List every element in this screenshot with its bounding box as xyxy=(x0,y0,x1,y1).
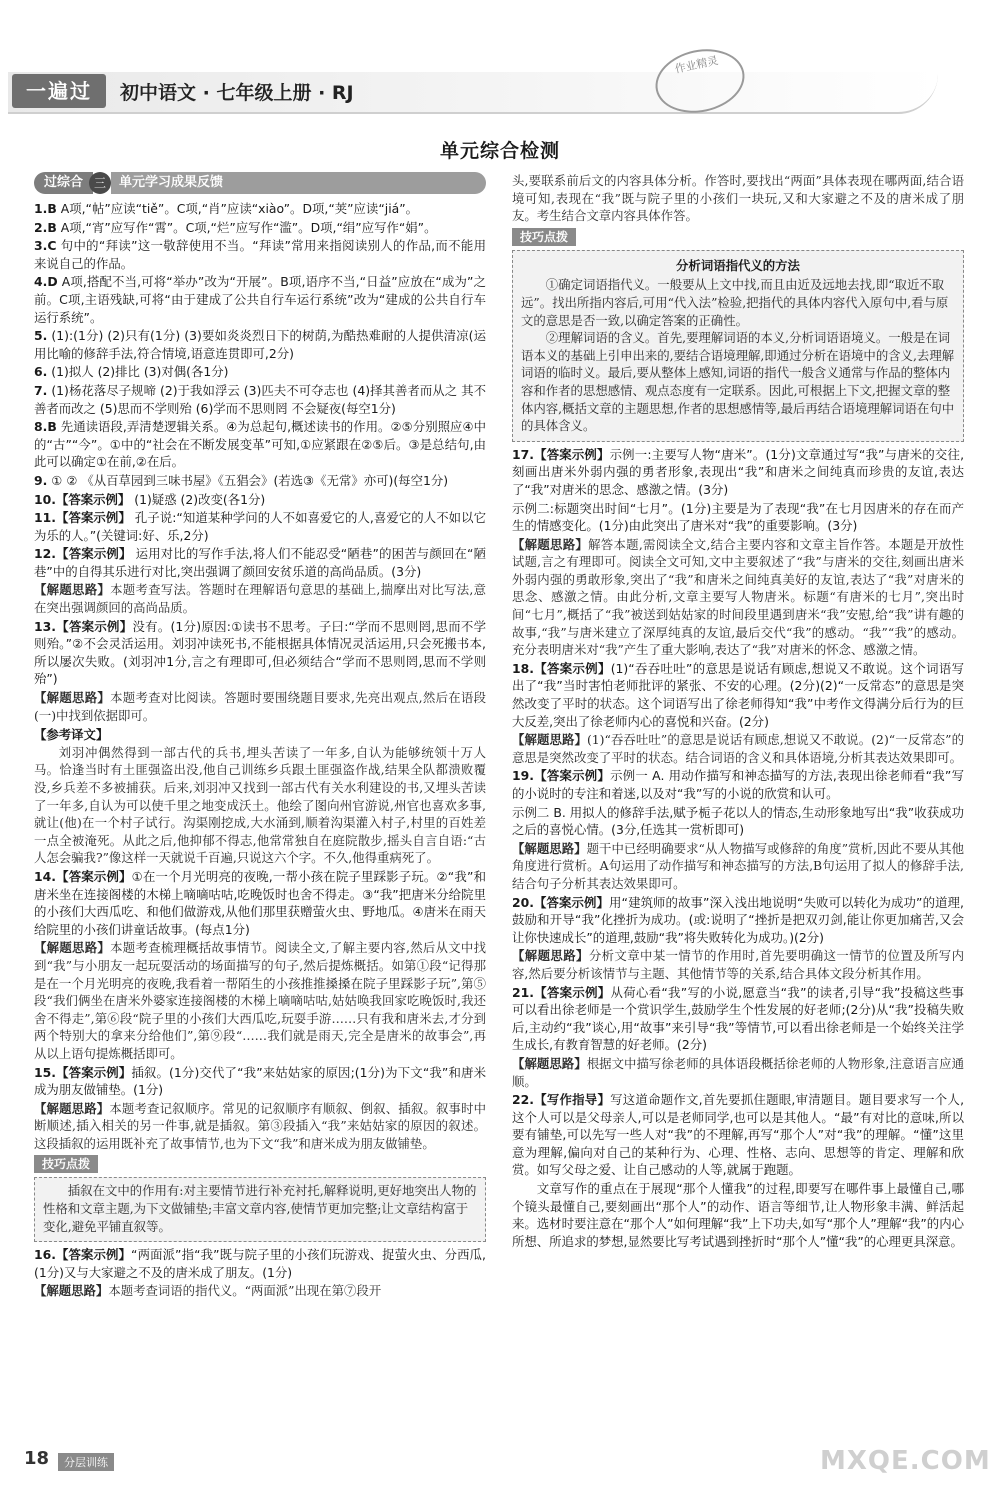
answer-text: (1)疑惑 (2)改变(各1分) xyxy=(134,491,266,507)
answer-item: 22.【写作指导】写这道命题作文,首先要抓住题眼,审清题目。题目要求写一个人,这个人可以是父母亲人,可以是老师同学,也可以是其他人。“最”有对比的意味,所以要有铺垫,可以先写一些人对“我”的不理解,再写“那个人”对“我”的理解。“懂”这里意为理解,偏向对自己的某种行为、心理、性格、志向、思想等的肯定、理解和欣赏。如写父母之爱、让自己感动的人等,就属于跑题。 xyxy=(512,1092,965,1178)
answer-item xyxy=(34,363,486,381)
answer-note: 【解题思路】本题考查对比阅读。答题时要围绕题目要求,先亮出观点,然后在语段(一)中找到依据即可。 xyxy=(34,690,486,723)
answer-item xyxy=(34,200,486,218)
answer-list xyxy=(34,200,486,580)
section-band xyxy=(34,172,486,194)
answer-number: 6. xyxy=(34,364,48,380)
answer-note: 【解题思路】解答本题,需阅读全文,结合主要内容和文章主旨作答。本题是开放性试题,言之有理即可。阅读全文可知,文中主要叙述了“我”与唐米的交往,刻画出唐米外弱内强的勇敢形象,突出了“我”和唐米之间纯真美好的友谊,表达了“我”对唐米的思念、感激之情。由此分析,文章主要写人物唐米。标题“有唐米的七月”,突出时间“七月”,概括了“我”被送到姑姑家的时间段里遇到唐米“我”安慰,给“我”讲有趣的故事,“我”与唐米建立了深厚纯真的友谊,最后交代“我”的感动。“我”“我”的感动。充分表明唐米对“我”产生了重大影响,表达了“我”对唐米的怀念、感激之情。 xyxy=(512,536,964,658)
tip-title: 分析词语指代义的方法 xyxy=(676,257,800,273)
answer-text: (1):(1分) (2)只有(1分) (3)要如炎炎烈日下的树荫,为酷热难耐的人提供清凉(运用比喻的修辞手法,符合情境,语意连贯即可,2分) xyxy=(34,328,486,361)
answer-item xyxy=(34,418,486,471)
book-title: 初中语文 · 七年级上册 · RJ xyxy=(120,82,354,104)
answer-item: 13.【答案示例】没有。(1分)原因:①读书不思考。子曰:“学而不思则罔,思而不学则殆。”②不会灵活运用。刘羽冲读死书,不能根据具体情况灵活运用,只会死搬书本,所以屡次失败。(刘羽冲1分,言之有理即可,但必须结合“学而不思则罔,思而不学则殆”) xyxy=(34,618,487,687)
answer-number: 10. xyxy=(34,491,56,507)
answer-text: ① ② 《从百草园到三味书屋》《五猖会》(若选③《无常》亦可)(每空1分) xyxy=(51,472,449,488)
series-logo: 一遍过 xyxy=(12,74,106,108)
answer-number: 9. xyxy=(34,472,48,488)
answer-text: 句中的“拜读”这一敬辞使用不当。“拜读”常用来指阅读别人的作品,而不能用来说自己的作品。 xyxy=(34,238,486,271)
answer-number: 12. xyxy=(34,546,56,562)
answer-text: (1)杨花落尽子规啼 (2)于我如浮云 (3)匹夫不可夺志也 (4)择其善者而从之 其不善者而改之 (5)思而不学则殆 (6)学而不思则罔 不会疑夜(每空1分) xyxy=(34,382,486,416)
tip-paragraph: ②理解词语的含义。首先,要理解词语的本义,分析词语语境义。一般是在词语本义的基础上引申出来的,要结合语境理解,即通过分析在语境中的含义,去理解词语的临时义。最后,要从整体上感知,词语的指代一般含义通常与作品的整体内容和作者的思想感情、观点态度有一定联系。因此,可根据上下文,把握文章的整体内容,概括文章的主题思想,作者的思想感情等,最后再结合语境理解词语在句中的具体含义。 xyxy=(521,330,955,434)
answer-text: 运用对比的写作手法,将人们不能忍受“陋巷”的困苦与颜回在“陋巷”中的自得其乐进行对比,突出强调了颜回安贫乐道的高尚品质。(3分) xyxy=(34,546,487,579)
answer-note: 【解题思路】(1)“吞吞吐吐”的意思是说话有顾虑,想说又不敢说。(2)“一反常态”的意思是突然改变了平时的状态。结合词语的含义和具体语境,分析其表达效果即可。 xyxy=(512,732,964,765)
answer-number: 11. xyxy=(34,510,56,526)
answer-item xyxy=(34,327,486,362)
page-footer xyxy=(10,1446,990,1476)
answer-note: 【解题思路】本题考查写法。答题时在理解语句意思的基础上,揣摩出对比写法,意在突出强调颜回的高尚品质。 xyxy=(34,582,486,616)
list-icon: 三 xyxy=(89,172,111,194)
answer-item-cont: 文章写作的重点在于展现“那个人懂我”的过程,即要写在哪件事上最懂自己,哪个镜头最懂自己,要刻画出“那个人”的动作、语言等细节,让人物形象丰满、鲜活起来。选材时要注意在“那个人”如何理解“我”上下功夫,如写“那个人”理解“我”的内心所想、所追求的梦想,显然要比写考试遇到挫折时“那个人”懂“我”的心理更具深意。 xyxy=(512,1181,964,1249)
answer-item xyxy=(34,545,486,580)
left-column xyxy=(34,172,486,1301)
translation-label: 【参考译文】 xyxy=(34,727,109,743)
answer-key: 【答案示例】 xyxy=(55,546,132,562)
answer-item xyxy=(34,509,486,544)
tip-box xyxy=(512,250,964,442)
answer-item: 14.【答案示例】①在一个月光明亮的夜晚,一帮小孩在院子里踩影子玩。②“我”和唐米坐在连接阁楼的木梯上嘀嘀咕咕,吃晚饭时也舍不得走。③“我”把唐米分给院里的小孩们大西瓜吃、和他们做游戏,从他们那里获赠萤火虫、野地瓜。④唐米在雨天给院里的小孩们讲童话故事。(每点1分) xyxy=(34,868,487,937)
answer-item: 16.【答案示例】“两面派”指“我”既与院子里的小孩们玩游戏、捉萤火虫、分西瓜,(1分)又与大家避之不及的唐米成了朋友。(1分) xyxy=(34,1247,486,1280)
answer-item-cont: 示例二:标题突出时间“七月”。(1分)主要是为了表现“我”在七月因唐米的存在而产生的情感变化。(1分)由此突出了唐米对“我”的重要影响。(3分) xyxy=(512,500,964,534)
answer-number: 8. xyxy=(34,419,48,435)
right-column xyxy=(512,172,964,1251)
answer-number: 5. xyxy=(34,328,48,344)
section-title: 单元综合检测 xyxy=(439,140,560,162)
answer-key: 【答案示例】 xyxy=(55,491,131,507)
answer-key: C xyxy=(47,238,57,254)
answer-text: A项,“宵”应写作“霄”。C项,“烂”应写作“滥”。D项,“绢”应写作“娟”。 xyxy=(60,219,437,235)
answer-text: (1)拟人 (2)排比 (3)对偶(各1分) xyxy=(51,364,229,380)
tip-box xyxy=(34,1177,486,1242)
answer-number: 3. xyxy=(34,238,48,254)
answer-item: 19.【答案示例】示例一 A. 用动作描写和神态描写的方法,表现出徐老师看“我”写的小说时的专注和着迷,以及对“我”写的小说的欣赏和认可。 xyxy=(512,768,964,801)
answer-item: 17.【答案示例】示例一:主要写人物“唐米”。(1分)文章通过写“我”与唐米的交往,刻画出唐米外弱内强的勇者形象,表现出“我”和唐米之间纯真而珍贵的友谊,表达了“我”对唐米的思念、感激之情。(3分) xyxy=(512,446,965,497)
answer-item: 21.【答案示例】从荷心看“我”写的小说,愿意当“我”的读者,引导“我”投稿这些事可以看出徐老师是一个赏识学生,鼓励学生个性发展的好老师;(2分)从“我”投稿失败后,主动约“我”谈心,用“故事”来引导“我”等情节,可以看出徐老师是一个始终关注学生成长,有教育智慧的好老师。(2分) xyxy=(512,984,964,1053)
footer-label: 分层训练 xyxy=(58,1453,114,1471)
translation-text: 刘羽冲偶然得到一部古代的兵书,埋头苦读了一年多,自认为能够统领十万人马。恰逢当时有土匪强盗出没,他自己训练乡兵跟土匪强盗作战,结果全队都溃败覆没,乡兵差不多被捕获。后来,刘羽冲又找到一部古代有关水利建设的书,又埋头苦读了一年多,自认为可以使千里之地变成沃土。他绘了图向州官游说,州官也喜欢多事,就让(他)在一个村子试行。沟渠刚挖成,大水涌到,顺着沟渠灌入村子,村里的百姓差一点全被淹死。从此之后,他抑郁不得志,他常常独自在庭院散步,摇头自言自语:“古人怎会骗我?”像这样一天就说千百遍,只说这六个字。不久,他得重病死了。 xyxy=(34,744,486,866)
answer-key: B xyxy=(47,419,57,435)
answer-item xyxy=(34,472,486,490)
answer-item xyxy=(34,273,486,326)
answer-key: D xyxy=(47,274,58,290)
stamp-watermark: 作业精灵 xyxy=(650,41,751,120)
answer-number: 2. xyxy=(34,219,48,235)
page-header xyxy=(0,53,1000,124)
tip-paragraph: ①确定词语指代义。一般要从上文中找,而且由近及远地去找,即“取近不取远”。找出所指内容后,可用“代入法”检验,把指代的具体内容代入原句中,看与原文的意思是否一致,以确定答案的正确性。 xyxy=(521,277,949,328)
answer-item xyxy=(34,219,486,237)
answer-text: A项,“帖”应读“tiě”。C项,“肖”应读“xiào”。D项,“荚”应读“jiá”。 xyxy=(60,201,419,216)
answer-note: 【解题思路】本题考查梳理概括故事情节。阅读全文,了解主要内容,然后从文中找到“我”与小朋友一起玩耍活动的场面描写的句子,然后提炼概括。如第①段“记得那是在一个月光明亮的夜晚,我看着一帮陌生的小孩推推搡搡在院子里踩影子玩”,第⑤段“我们俩坐在唐米外婆家连接阁楼的木梯上嘀嘀咕咕,姑姑唤我回家吃晚饭时,我还舍不得走”,第⑥段“院子里的小孩们大西瓜吃,玩耍手游……只有我和唐米去,才分到两个特别大的拿来分给他们”,第⑨段“……我们就是雨天,完全是唐米的故事会”,再从以上语句提炼概括即可。 xyxy=(34,940,486,1061)
answer-number: 1. xyxy=(34,201,48,216)
answer-item xyxy=(34,237,486,272)
answer-number: 7. xyxy=(34,382,48,398)
tip-label: 技巧点拨 xyxy=(512,228,576,246)
answer-text: 先通读语段,弄清楚逻辑关系。④为总起句,概述读书的作用。②⑤分别照应④中的“古”“今”。①中的“社会在不断发展变革”可知,①应紧跟在②⑤后。③是总结句,由此可以确定①在前,②在后。 xyxy=(34,419,486,470)
answer-note: 【解题思路】根据文中描写徐老师的具体语段概括徐老师的人物形象,注意语言应通顺。 xyxy=(512,1055,964,1089)
page-number: 18 xyxy=(24,1448,50,1469)
answer-item xyxy=(34,491,486,509)
answer-key: B xyxy=(47,201,57,216)
answer-text: 孔子说:“知道某种学问的人不如喜爱它的人,喜爱它的人不如以它为乐的人。”(关键词:好、乐,2分) xyxy=(34,510,486,543)
answer-item: 20.【答案示例】用“建筑师的故事”深入浅出地说明“失败可以转化为成功”的道理,鼓励和开导“我”化挫折为成功。(或:说明了“挫折是把双刃剑,能让你更加痛苦,又会让你快速成长”的道理,鼓励“我”将失败转化为成功。)(2分) xyxy=(512,894,964,945)
answer-note-cont: 头,要联系前后文的内容具体分析。作答时,要找出“两面”具体表现在哪两面,结合语境可知,表现在“我”既与院子里的小孩们一块玩,又和大家避之不及的唐米成了朋友。考生结合文章内容具体作答。 xyxy=(512,173,964,224)
band-subtitle: 单元学习成果反馈 xyxy=(111,172,486,194)
answer-note: 【解题思路】分析文章中某一情节的作用时,首先要明确这一情节的位置及所写内容,然后要分析该情节与主题、其他情节等的关系,结合具体文段分析其作用。 xyxy=(512,948,964,981)
answer-note: 【解题思路】本题考查记叙顺序。常见的记叙顺序有顺叙、倒叙、插叙。叙事时中断顺述,插入相关的另一件事,就是插叙。第③段插入“我”来姑姑家的原因的叙述。这段插叙的运用既补充了故事情节,也为下文“我”和唐米成为朋友做铺垫。 xyxy=(34,1100,487,1151)
answer-key: B xyxy=(47,219,57,235)
band-label: 过综合 xyxy=(34,172,93,194)
site-watermark: MXQE.COM xyxy=(820,1446,991,1476)
answer-item-cont: 示例二 B. 用拟人的修辞手法,赋予栀子花以人的情态,生动形象地写出“我”收获成功之后的喜悦心情。(3分,任选其一赏析即可) xyxy=(512,804,964,838)
answer-number: 4. xyxy=(34,274,48,290)
answer-note: 【解题思路】本题考查词语的指代义。“两面派”出现在第⑦段开 xyxy=(34,1283,382,1299)
answer-key: 【答案示例】 xyxy=(55,510,131,526)
answer-item: 15.【答案示例】插叙。(1分)交代了“我”来姑姑家的原因;(1分)为下文“我”和唐米成为朋友做铺垫。(1分) xyxy=(34,1064,486,1098)
answer-item: 18.【答案示例】(1)“吞吞吐吐”的意思是说话有顾虑,想说又不敢说。这个词语写出了“我”当时害怕老师批评的紧张、不安的心理。(2分)(2)“一反常态”的意思是突然改变了平时的状态。这个词语写出了徐老师得知“我”中考作文得满分后行为的巨大反差,突出了徐老师内心的喜悦和兴奋。(2分) xyxy=(512,660,965,729)
answer-note: 【解题思路】题干中已经明确要求“从人物描写或修辞的角度”赏析,因此不要从其他角度进行赏析。A句运用了动作描写和神态描写的方法,B句运用了拟人的修辞手法,结合句子分析其表达效果即可。 xyxy=(512,840,965,891)
answer-text: A项,搭配不当,可将“举办”改为“开展”。B项,语序不当,“日益”应放在“成为”之前。C项,主语残缺,可将“由于建成了公共自行车运行系统”改为“建成的公共自行车运行系统”。 xyxy=(34,274,486,325)
answer-item xyxy=(34,382,486,417)
tip-text: 插叙在文中的作用有:对主要情节进行补充衬托,解释说明,更好地突出人物的性格和文章主题,为下文做铺垫;丰富文章内容,使情节更加完整;让文章结构富于变化,避免平铺直叙等。 xyxy=(43,1183,477,1234)
tip-label: 技巧点拨 xyxy=(34,1155,98,1173)
